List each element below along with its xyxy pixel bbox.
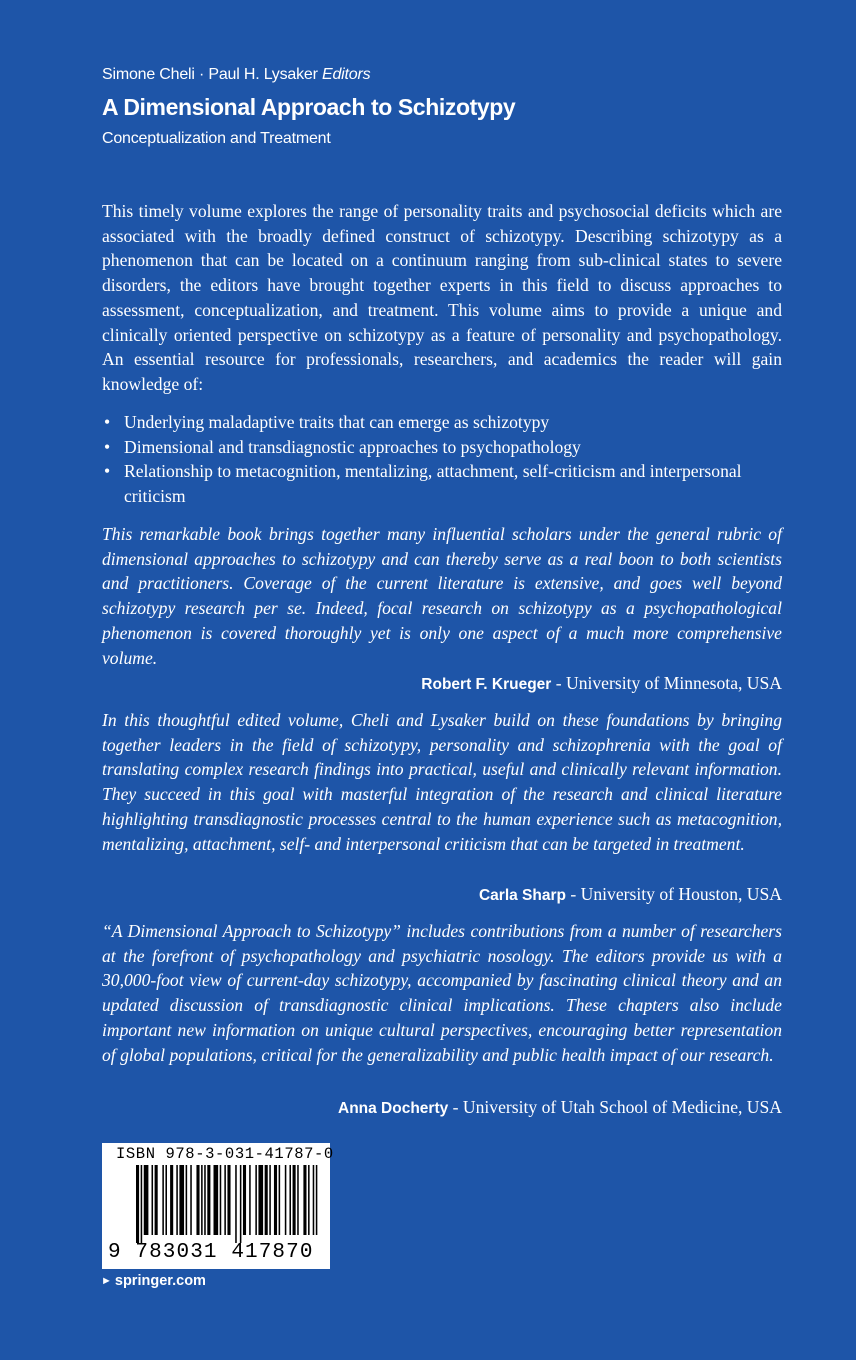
isbn-barcode (102, 1143, 334, 1269)
barcode-bar (255, 1165, 257, 1235)
reviewer-affiliation: - University of Houston, USA (565, 884, 782, 904)
barcode-bar (224, 1165, 226, 1235)
barcode-bar (249, 1165, 251, 1235)
publisher-website[interactable] (101, 1273, 206, 1289)
list-item-text: Relationship to metacognition, mentalizing, attachment, self-criticism and interpersonal criticism (124, 461, 742, 507)
barcode-bar (144, 1165, 149, 1235)
quote-text: In this thoughtful edited volume, Cheli and Lysaker build on these foundations by bringing together leaders in the field of schizotypy, personality and schizophrenia with the goal of translating complex research findings into practical, useful and clinically relevant information. They succeed in this goal with masterful integration of the research and clinical literature highlighting transdiagnostic processes central to the human experience such as metacognition, mentalizing, attachment, self- and interpersonal criticism that can be targeted in treatment. (102, 710, 782, 854)
list-item (102, 435, 782, 460)
bullet-icon: • (104, 461, 111, 482)
endorsement-quote (102, 919, 782, 1067)
barcode-bar (141, 1165, 143, 1243)
reviewer-name: Carla Sharp (478, 887, 566, 904)
quote-attribution (338, 1095, 782, 1121)
editors-names: Simone Cheli · Paul H. Lysaker (102, 66, 318, 83)
list-item (102, 459, 782, 508)
arrow-right-icon: ► (101, 1275, 112, 1287)
reviewer-name: Robert F. Krueger (421, 676, 552, 693)
website-label: springer.com (114, 1273, 206, 1289)
barcode-bar (176, 1165, 178, 1235)
book-subtitle: Conceptualization and Treatment (102, 130, 331, 147)
barcode-bar (190, 1165, 192, 1235)
list-item (102, 410, 782, 435)
barcode-digits: 9 783031 417870 (108, 1241, 314, 1264)
barcode-bar (293, 1165, 296, 1235)
list-item-text: Underlying maladaptive traits that can emerge as schizotypy (124, 412, 550, 432)
quote-text: This remarkable book brings together many influential scholars under the general rubric of dimensional approaches to schizotypy and can thereby serve as a real boon to both scientists and practitioners. Coverage of the current literature is extensive, and goes well beyond schizotypy research per se. Indeed, focal research on schizotypy as a psychopathological phenomenon is covered thoroughly yet is only one aspect of a much more comprehensive volume. (102, 524, 782, 668)
barcode-bar (289, 1165, 291, 1235)
barcode-bar (165, 1165, 167, 1235)
quote-attribution (421, 671, 782, 697)
barcode-bar (214, 1165, 219, 1235)
quote-text: “A Dimensional Approach to Schizotypy” includes contributions from a number of researchers at the forefront of psychopathology and psychiatric nosology. The editors provide us with a 30,000-foot view of current-day schizotypy, accompanied by fascinating clinical theory and an updated discussion of transdiagnostic clinical implications. These chapters also include important new information on unique cultural perspectives, encouraging better representation of global populations, critical for the generalizability and public health impact of our research. (102, 921, 782, 1065)
barcode-bar (285, 1165, 287, 1235)
barcode-bar (240, 1165, 242, 1243)
bullet-icon: • (104, 436, 111, 457)
barcode-bar (258, 1165, 263, 1235)
barcode-bar (155, 1165, 158, 1235)
barcode-bar (170, 1165, 173, 1235)
barcode-bar (220, 1165, 222, 1235)
barcode-bar (152, 1165, 154, 1235)
endorsement-quote (102, 522, 782, 670)
reviewer-affiliation: - University of Minnesota, USA (551, 673, 782, 693)
barcode-bar (297, 1165, 299, 1235)
barcode-bar (186, 1165, 188, 1235)
book-title: A Dimensional Approach to Schizotypy (102, 94, 516, 120)
barcode-bar (207, 1165, 210, 1235)
barcode-bar (162, 1165, 164, 1235)
description-paragraph: This timely volume explores the range of personality traits and psychosocial deficits which are associated with the broadly defined construct of schizotypy. Describing schizotypy as a phenomenon that can be located on a continuum ranging from sub-clinical states to severe disorders, the editors have brought together experts in this field to discuss approaches to assessment, conceptualization, and treatment. This volume aims to provide a unique and clinically oriented perspective on schizotypy as a feature of personality and psychopathology. An essential resource for professionals, researchers, and academics the reader will gain knowledge of: (102, 201, 782, 394)
knowledge-list (102, 410, 782, 509)
reviewer-name: Anna Docherty (338, 1100, 449, 1117)
editors-role: Editors (321, 66, 371, 83)
barcode-bar (316, 1165, 318, 1235)
isbn-label: ISBN 978-3-031-41787-0 (116, 1145, 334, 1163)
barcode-bars (108, 1165, 324, 1243)
barcode-bar (136, 1165, 139, 1243)
barcode-bar (201, 1165, 203, 1235)
endorsement-quote (102, 708, 782, 856)
barcode-bar (303, 1165, 306, 1235)
barcode-bar (243, 1165, 246, 1235)
barcode-bar (308, 1165, 310, 1235)
barcode-bar (265, 1165, 268, 1235)
bullet-icon: • (104, 412, 111, 432)
barcode-bar (269, 1165, 271, 1235)
quote-attribution (479, 882, 782, 908)
description (102, 199, 782, 397)
barcode-bar (235, 1165, 237, 1243)
barcode-bar (313, 1165, 315, 1235)
list-item-text: Dimensional and transdiagnostic approaches to psychopathology (124, 436, 581, 457)
editors-line (102, 66, 370, 84)
barcode-bar (204, 1165, 206, 1235)
barcode-bar (196, 1165, 199, 1235)
barcode-bar (279, 1165, 281, 1235)
reviewer-affiliation: - University of Utah School of Medicine, USA (448, 1097, 782, 1117)
barcode-bar (179, 1165, 184, 1235)
barcode-bar (274, 1165, 277, 1235)
barcode-bar (227, 1165, 230, 1235)
